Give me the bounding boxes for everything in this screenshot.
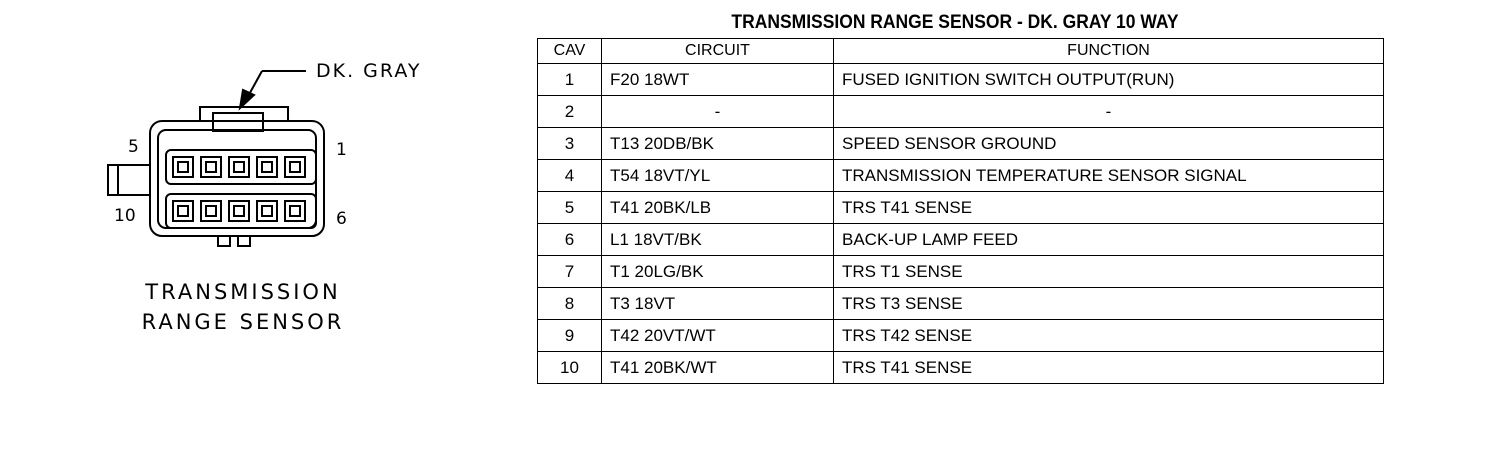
pin-label-top-left: 5	[128, 137, 139, 157]
table-row	[538, 320, 1384, 352]
foot-right	[238, 236, 250, 246]
function-cell: FUSED IGNITION SWITCH OUTPUT(RUN)	[834, 64, 1384, 96]
circuit-cell: L1 18VT/BK	[602, 224, 834, 256]
cavity-top-3	[229, 157, 249, 177]
cav-cell: 5	[538, 192, 602, 224]
cavity-terminal	[290, 206, 300, 216]
cavity-terminal	[262, 162, 272, 172]
circuit-cell: T41 20BK/LB	[602, 192, 834, 224]
cavity-terminal	[290, 162, 300, 172]
header-function: FUNCTION	[834, 39, 1384, 64]
cav-cell: 4	[538, 160, 602, 192]
pin-label-bottom-right: 6	[336, 209, 347, 229]
pin-label-bottom-left: 10	[114, 206, 136, 226]
callout-arrowhead	[240, 90, 254, 108]
circuit-cell: T41 20BK/WT	[602, 352, 834, 384]
connector-caption-line2: RANGE SENSOR	[141, 310, 345, 334]
cavity-top-5	[285, 157, 305, 177]
header-cav: CAV	[538, 39, 602, 64]
function-cell: SPEED SENSOR GROUND	[834, 128, 1384, 160]
cav-cell: 7	[538, 256, 602, 288]
table-row	[538, 256, 1384, 288]
cav-cell: 6	[538, 224, 602, 256]
circuit-cell: F20 18WT	[602, 64, 834, 96]
cavity-terminal	[234, 162, 244, 172]
pinout-table	[537, 38, 1384, 384]
cavity-bottom-1	[173, 201, 193, 221]
table-row	[538, 64, 1384, 96]
cav-cell: 3	[538, 128, 602, 160]
cav-cell: 8	[538, 288, 602, 320]
table-row	[538, 96, 1384, 128]
cavity-terminal	[206, 206, 216, 216]
cavity-bottom-5	[285, 201, 305, 221]
table-row	[538, 160, 1384, 192]
cavity-bottom-2	[201, 201, 221, 221]
function-cell: TRS T42 SENSE	[834, 320, 1384, 352]
table-title: TRANSMISSION RANGE SENSOR - DK. GRAY 10 WAY	[731, 12, 1179, 33]
function-cell: TRS T3 SENSE	[834, 288, 1384, 320]
circuit-cell: T1 20LG/BK	[602, 256, 834, 288]
cav-cell: 1	[538, 64, 602, 96]
side-ear	[108, 165, 150, 195]
cavity-top-4	[257, 157, 277, 177]
circuit-cell: -	[602, 96, 834, 128]
table-header-row	[538, 39, 1384, 64]
table-row	[538, 128, 1384, 160]
connector-color-callout: DK. GRAY	[316, 60, 422, 82]
circuit-cell: T13 20DB/BK	[602, 128, 834, 160]
connector-diagram	[100, 55, 430, 255]
cavity-top-2	[201, 157, 221, 177]
function-cell: -	[834, 96, 1384, 128]
table-row	[538, 352, 1384, 384]
cavity-top-1	[173, 157, 193, 177]
cavity-terminal	[206, 162, 216, 172]
cavity-terminal	[178, 162, 188, 172]
housing-outer	[150, 121, 324, 236]
cav-cell: 9	[538, 320, 602, 352]
function-cell: TRS T1 SENSE	[834, 256, 1384, 288]
pin-label-top-right: 1	[336, 140, 347, 160]
header-circuit: CIRCUIT	[602, 39, 834, 64]
cavity-bottom-4	[257, 201, 277, 221]
cavity-terminal	[262, 206, 272, 216]
cavity-terminal	[178, 206, 188, 216]
circuit-cell: T42 20VT/WT	[602, 320, 834, 352]
cavity-bottom-3	[229, 201, 249, 221]
function-cell: BACK-UP LAMP FEED	[834, 224, 1384, 256]
housing-inner	[158, 130, 316, 228]
function-cell: TRANSMISSION TEMPERATURE SENSOR SIGNAL	[834, 160, 1384, 192]
function-cell: TRS T41 SENSE	[834, 192, 1384, 224]
circuit-cell: T54 18VT/YL	[602, 160, 834, 192]
table-row	[538, 192, 1384, 224]
connector-caption-line1: TRANSMISSION	[145, 280, 341, 304]
table-row	[538, 288, 1384, 320]
cavity-terminal	[234, 206, 244, 216]
circuit-cell: T3 18VT	[602, 288, 834, 320]
table-row	[538, 224, 1384, 256]
cav-cell: 2	[538, 96, 602, 128]
cav-cell: 10	[538, 352, 602, 384]
function-cell: TRS T41 SENSE	[834, 352, 1384, 384]
foot-left	[218, 236, 230, 246]
